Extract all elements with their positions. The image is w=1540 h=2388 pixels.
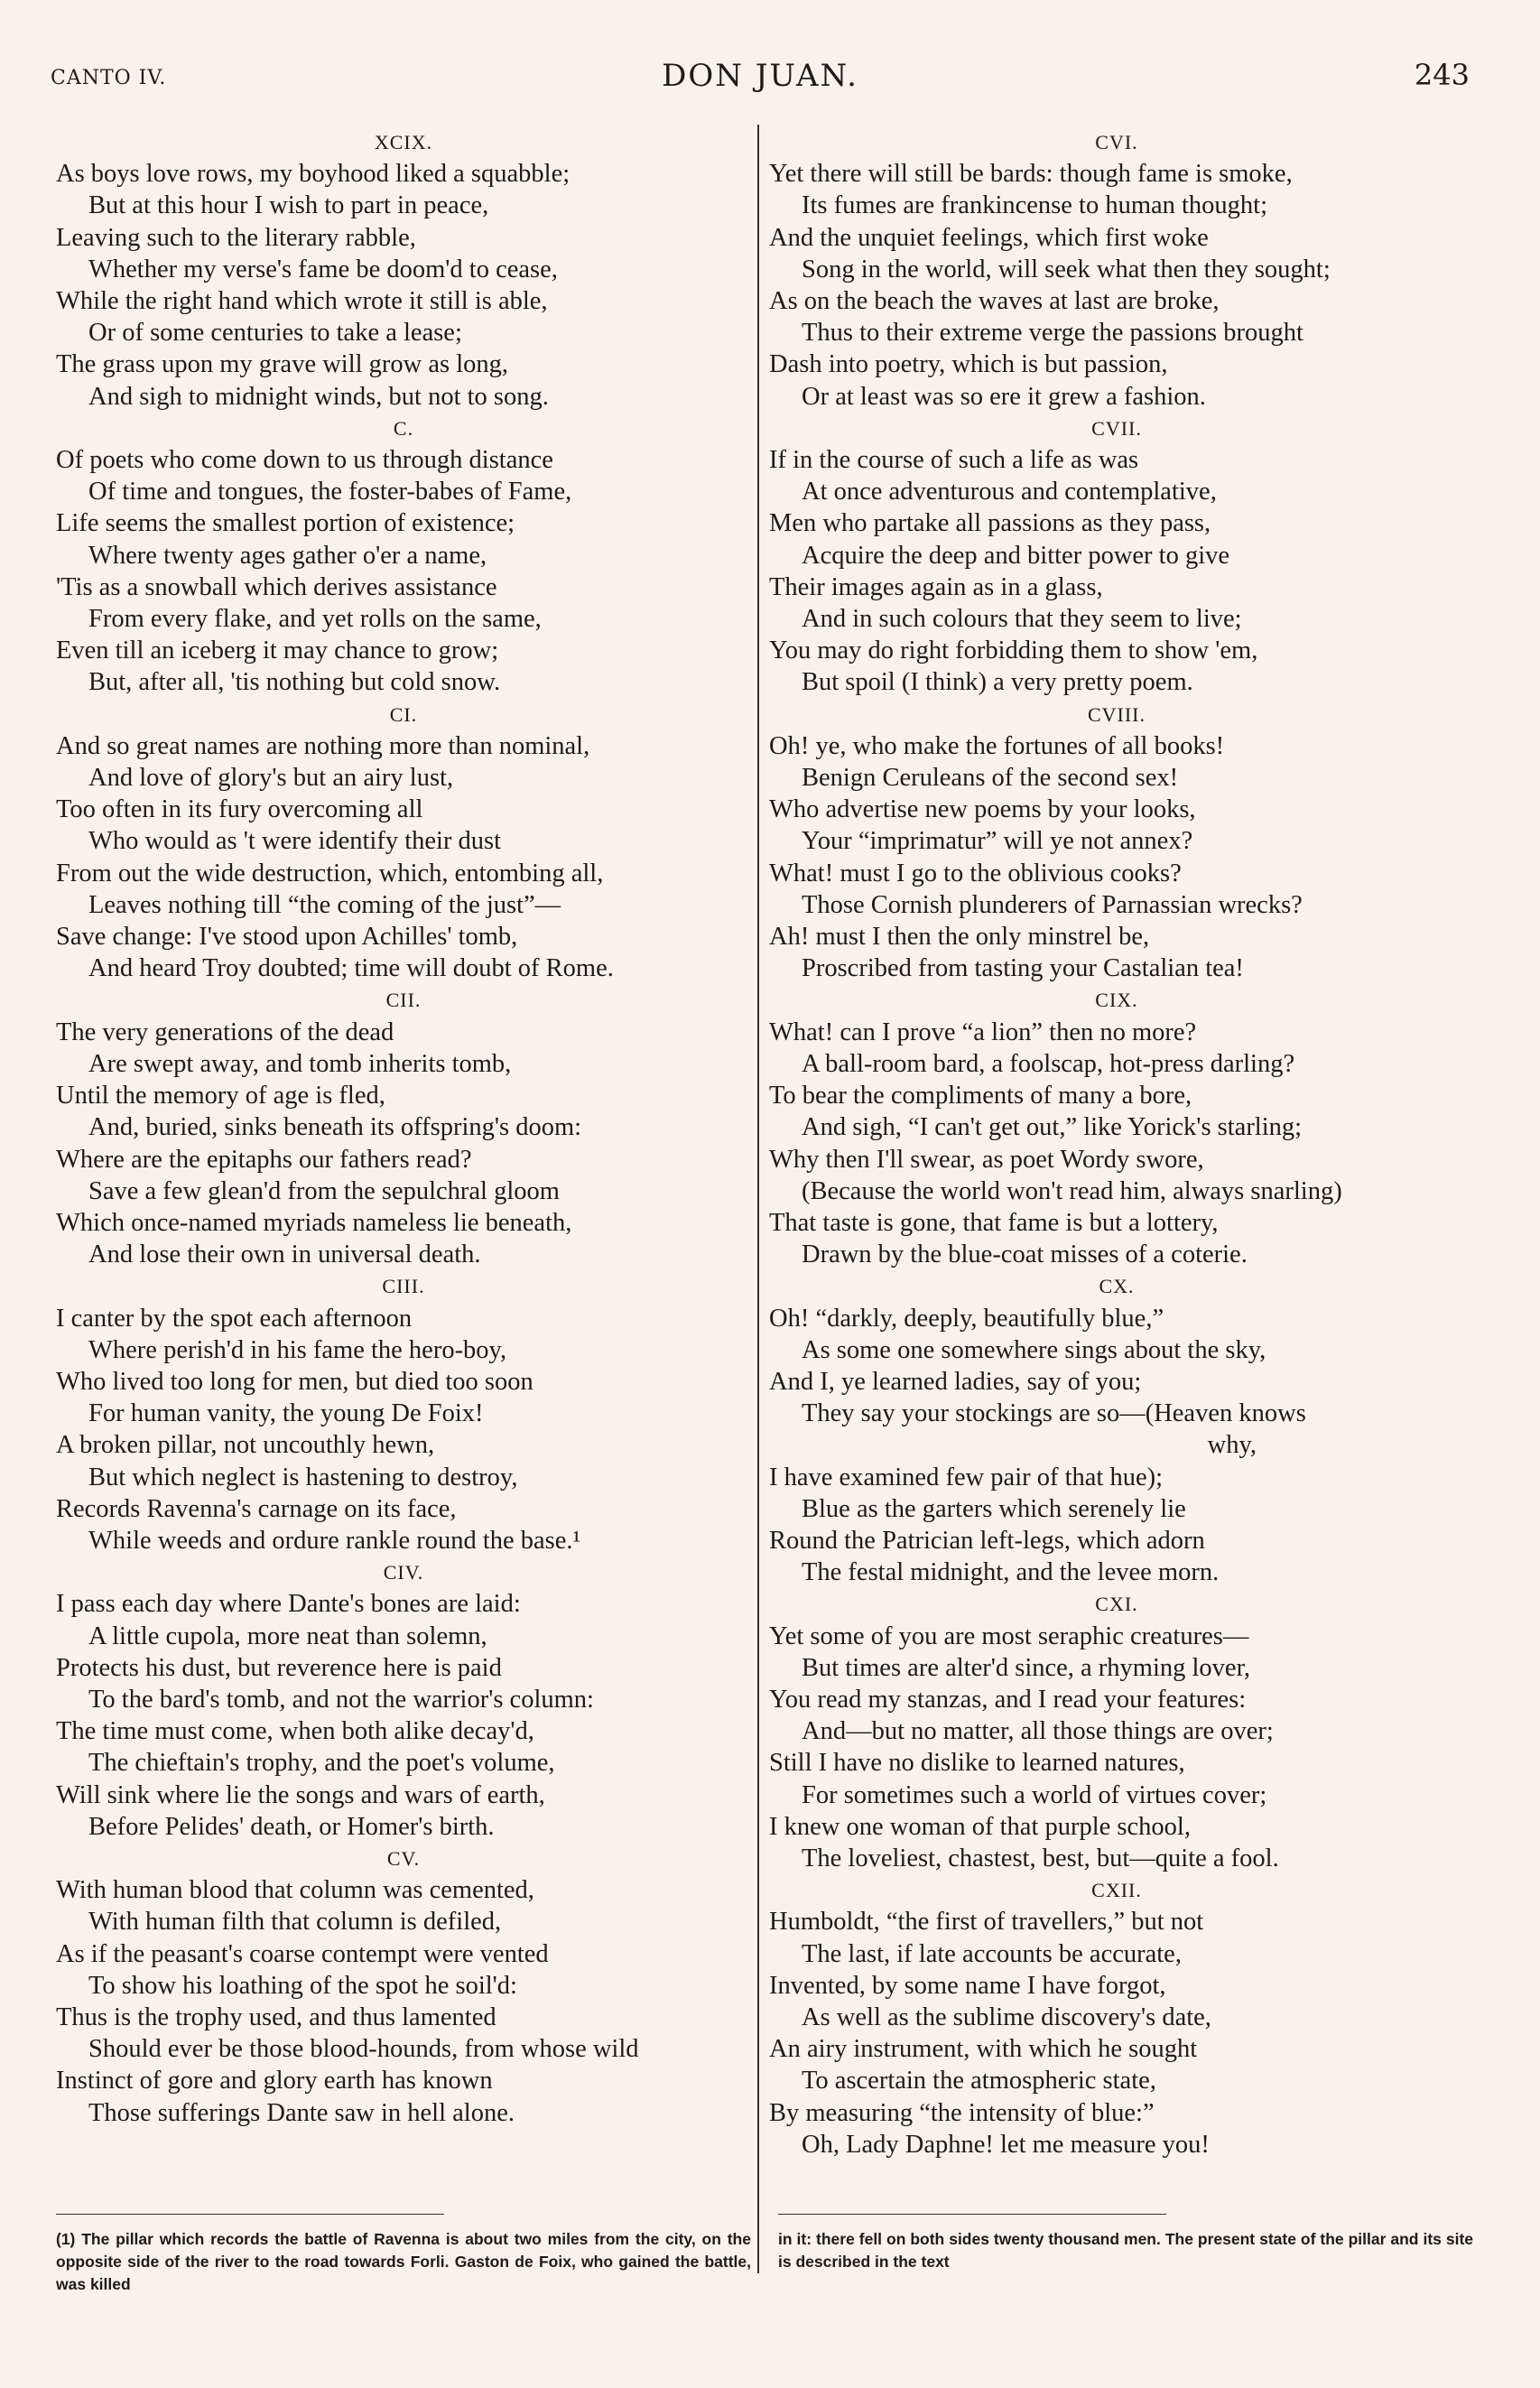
stanza-number: C.	[393, 416, 414, 440]
stanza-number: CVIII.	[1087, 702, 1146, 726]
verse-line: Why then I'll swear, as poet Wordy swore,	[769, 1145, 1204, 1174]
verse-line: While the right hand which wrote it still is able,	[56, 287, 548, 316]
verse-line: Thus is the trophy used, and thus lamented	[56, 2002, 496, 2031]
verse-line: Its fumes are frankincense to human thought;	[802, 191, 1268, 220]
verse-line: But, after all, 'tis nothing but cold snow.	[88, 668, 501, 697]
verse-line: And love of glory's but an airy lust,	[88, 764, 454, 793]
verse-line: But spoil (I think) a very pretty poem.	[802, 668, 1193, 697]
verse-line: To ascertain the atmospheric state,	[802, 2067, 1156, 2095]
verse-line: And sigh, “I can't get out,” like Yorick's starling;	[802, 1113, 1303, 1142]
stanza	[769, 1874, 1464, 2160]
verse-line: The grass upon my grave will grow as long,	[56, 350, 509, 379]
stanza	[769, 1588, 1464, 1874]
stanza-number: CV.	[386, 1846, 421, 1870]
verse-line: Those sufferings Dante saw in hell alone.	[88, 2098, 515, 2127]
verse-line: And the unquiet feelings, which first woke	[769, 223, 1209, 252]
verse-line: And sigh to midnight winds, but not to song.	[88, 382, 549, 411]
stanza	[56, 1270, 751, 1556]
verse-line: Are swept away, and tomb inherits tomb,	[88, 1049, 512, 1078]
verse-line: They say your stockings are so—(Heaven knows	[802, 1399, 1306, 1428]
stanza-number: CVII.	[1091, 416, 1142, 440]
stanza-number: XCIX.	[374, 131, 433, 153]
verse-line: Before Pelides' death, or Homer's birth.	[88, 1812, 495, 1841]
verse-line: The chieftain's trophy, and the poet's volume,	[88, 1749, 555, 1778]
verse-line: And in such colours that they seem to live;	[802, 605, 1242, 634]
verse-line: Thus to their extreme verge the passions brought	[802, 319, 1303, 348]
verse-line: why,	[1207, 1431, 1257, 1460]
verse-line: 'Tis as a snowball which derives assistance	[56, 572, 497, 601]
canto-label: CANTO IV.	[51, 67, 167, 89]
stanza	[769, 984, 1464, 1270]
verse-line: Acquire the deep and bitter power to give	[802, 541, 1230, 570]
verse-line: Where perish'd in his fame the hero-boy,	[88, 1335, 507, 1364]
verse-line: Invented, by some name I have forgot,	[769, 1971, 1166, 2000]
verse-line: An airy instrument, with which he sought	[769, 2035, 1198, 2064]
verse-line: With human filth that column is defiled,	[88, 1908, 502, 1937]
column-divider	[757, 125, 759, 2273]
verse-line: To the bard's tomb, and not the warrior's column:	[88, 1685, 594, 1714]
verse-line: Oh, Lady Daphne! let me measure you!	[802, 2130, 1210, 2159]
verse-line: Those Cornish plunderers of Parnassian wrecks?	[802, 890, 1303, 919]
verse-line: The time must come, when both alike decay'd,	[56, 1717, 534, 1746]
verse-line: Leaves nothing till “the coming of the just”—	[88, 890, 561, 919]
verse-line: I have examined few pair of that hue);	[769, 1463, 1164, 1491]
verse-line: The very generations of the dead	[56, 1017, 394, 1046]
verse-line: Should ever be those blood-hounds, from whose wild	[88, 2035, 639, 2064]
verse-line: Which once-named myriads nameless lie beneath,	[56, 1208, 572, 1237]
verse-line: Who advertise new poems by your looks,	[769, 795, 1196, 824]
verse-line: Men who partake all passions as they pass,	[769, 509, 1211, 538]
verse-line: Still I have no dislike to learned natures,	[769, 1749, 1185, 1778]
stanza-number: CIII.	[382, 1275, 425, 1298]
verse-line: Of poets who come down to us through distance	[56, 446, 553, 475]
page-title: DON JUAN.	[662, 58, 858, 94]
stanza	[769, 126, 1464, 413]
verse-line: Round the Patrician left-legs, which adorn	[769, 1526, 1205, 1555]
verse-line: To bear the compliments of many a bore,	[769, 1082, 1192, 1110]
stanza-number: CIX.	[1095, 989, 1138, 1012]
verse-line: Who lived too long for men, but died too soon	[56, 1367, 533, 1396]
verse-line: And I, ye learned ladies, say of you;	[769, 1367, 1142, 1396]
verse-line: A little cupola, more neat than solemn,	[88, 1621, 487, 1650]
verse-line: As on the beach the waves at last are broke,	[769, 287, 1220, 316]
verse-line: Where twenty ages gather o'er a name,	[88, 541, 487, 570]
verse-line: Song in the world, will seek what then they sought;	[802, 255, 1331, 283]
verse-line: From every flake, and yet rolls on the same,	[88, 605, 542, 634]
page-number: 243	[1414, 58, 1470, 92]
verse-line: You may do right forbidding them to show 'em,	[769, 636, 1258, 665]
verse-line: A broken pillar, not uncouthly hewn,	[56, 1431, 435, 1460]
verse-line: While weeds and ordure rankle round the base.¹	[88, 1526, 581, 1555]
stanza	[56, 984, 751, 1270]
verse-line: Your “imprimatur” will ye not annex?	[802, 827, 1193, 856]
verse-line: (Because the world won't read him, always snarling)	[802, 1176, 1342, 1205]
verse-line: The last, if late accounts be accurate,	[802, 1939, 1182, 1968]
verse-line: Oh! “darkly, deeply, beautifully blue,”	[769, 1304, 1164, 1333]
verse-line: Life seems the smallest portion of existence;	[56, 509, 515, 538]
verse-line: At once adventurous and contemplative,	[802, 478, 1217, 506]
verse-line: What! must I go to the oblivious cooks?	[769, 859, 1182, 887]
verse-line: Of time and tongues, the foster-babes of Fame,	[88, 478, 572, 506]
footnote-rule-left	[56, 2214, 444, 2215]
verse-line: Benign Ceruleans of the second sex!	[802, 764, 1179, 793]
verse-line: Dash into poetry, which is but passion,	[769, 350, 1168, 379]
verse-line: What! can I prove “a lion” then no more?	[769, 1017, 1197, 1046]
stanza	[56, 699, 751, 985]
verse-line: If in the course of such a life as was	[769, 446, 1139, 475]
left-column	[56, 126, 751, 2129]
footnote-right: in it: there fell on both sides twenty thousand men. The present state of the pillar and its site is described in the text	[778, 2230, 1473, 2271]
verse-line: I pass each day where Dante's bones are laid:	[56, 1590, 521, 1619]
stanza-number: CVI.	[1095, 131, 1138, 153]
verse-line: A ball-room bard, a foolscap, hot-press darling?	[802, 1049, 1295, 1078]
verse-line: Ah! must I then the only minstrel be,	[769, 923, 1150, 952]
verse-line: Until the memory of age is fled,	[56, 1082, 385, 1110]
verse-line: Yet some of you are most seraphic creatures—	[769, 1621, 1249, 1650]
stanza	[769, 413, 1464, 699]
verse-line: Too often in its fury overcoming all	[56, 795, 423, 824]
verse-line: Protects his dust, but reverence here is paid	[56, 1653, 502, 1682]
verse-line: And so great names are nothing more than nominal,	[56, 731, 590, 760]
verse-line: You read my stanzas, and I read your features:	[769, 1685, 1247, 1714]
verse-line: Instinct of gore and glory earth has known	[56, 2067, 493, 2095]
verse-line: The loveliest, chastest, best, but—quite a fool.	[802, 1844, 1279, 1872]
stanza	[56, 1843, 751, 2129]
verse-line: Save change: I've stood upon Achilles' tomb,	[56, 923, 518, 952]
verse-line: Drawn by the blue-coat misses of a coterie.	[802, 1240, 1248, 1269]
stanza-number: CXI.	[1095, 1593, 1138, 1616]
verse-line: But times are alter'd since, a rhyming lover,	[802, 1653, 1251, 1682]
stanza-number: CX.	[1099, 1275, 1135, 1298]
verse-line: Leaving such to the literary rabble,	[56, 223, 416, 252]
stanza-number: CII.	[385, 989, 422, 1012]
verse-line: Yet there will still be bards: though fame is smoke,	[769, 160, 1293, 189]
verse-line: The festal midnight, and the levee morn.	[802, 1558, 1220, 1587]
verse-line: I canter by the spot each afternoon	[56, 1304, 413, 1333]
verse-line: As if the peasant's coarse contempt were vented	[56, 1939, 549, 1968]
verse-line: Or at least was so ere it grew a fashion.	[802, 382, 1206, 411]
verse-line: Proscribed from tasting your Castalian tea!	[802, 954, 1244, 983]
verse-line: By measuring “the intensity of blue:”	[769, 2098, 1155, 2127]
verse-line: Who would as 't were identify their dust	[88, 827, 502, 856]
stanza-number: CXII.	[1091, 1879, 1142, 1902]
stanza-number: CIV.	[383, 1561, 424, 1584]
verse-line: Oh! ye, who make the fortunes of all books!	[769, 731, 1225, 760]
verse-line: Save a few glean'd from the sepulchral gloom	[88, 1176, 560, 1205]
verse-line: But which neglect is hastening to destroy,	[88, 1463, 518, 1491]
verse-line: Or of some centuries to take a lease;	[88, 319, 462, 348]
verse-line: As well as the sublime discovery's date,	[802, 2002, 1211, 2031]
verse-line: Records Ravenna's carnage on its face,	[56, 1494, 457, 1523]
verse-line: And heard Troy doubted; time will doubt of Rome.	[88, 954, 614, 983]
stanza	[56, 1556, 751, 1843]
verse-line: For human vanity, the young De Foix!	[88, 1399, 484, 1428]
verse-line: To show his loathing of the spot he soil'd:	[88, 1971, 517, 2000]
stanza	[769, 699, 1464, 985]
verse-line: For sometimes such a world of virtues cover;	[802, 1780, 1267, 1809]
verse-line: And—but no matter, all those things are over;	[802, 1717, 1274, 1746]
stanza-number: CI.	[389, 702, 418, 726]
footnote-left: (1) The pillar which records the battle of Ravenna is about two miles from the city, on the opposite side of the river to the road towards Forli. Gaston de Foix, who gained the battle, was killed	[56, 2230, 751, 2293]
verse-line: That taste is gone, that fame is but a lottery,	[769, 1208, 1219, 1237]
verse-line: And lose their own in universal death.	[88, 1240, 481, 1269]
verse-line: Where are the epitaphs our fathers read?	[56, 1145, 472, 1174]
verse-line: But at this hour I wish to part in peace,	[88, 191, 489, 220]
right-column	[769, 126, 1464, 2160]
footnote-rule-right	[778, 2214, 1166, 2215]
verse-line: Whether my verse's fame be doom'd to cease,	[88, 255, 558, 283]
verse-line: From out the wide destruction, which, entombing all,	[56, 859, 604, 887]
verse-line: As some one somewhere sings about the sky,	[802, 1335, 1266, 1364]
verse-line: Their images again as in a glass,	[769, 572, 1103, 601]
verse-line: As boys love rows, my boyhood liked a squabble;	[56, 160, 571, 189]
verse-line: Humboldt, “the first of travellers,” but not	[769, 1908, 1204, 1937]
stanza	[56, 126, 751, 413]
verse-line: Even till an iceberg it may chance to grow;	[56, 636, 499, 665]
stanza	[769, 1270, 1464, 1588]
stanza	[56, 413, 751, 699]
verse-line: Blue as the garters which serenely lie	[802, 1494, 1186, 1523]
verse-line: I knew one woman of that purple school,	[769, 1812, 1191, 1841]
verse-line: Will sink where lie the songs and wars of earth,	[56, 1780, 545, 1809]
verse-line: With human blood that column was cemented,	[56, 1876, 534, 1905]
verse-line: And, buried, sinks beneath its offspring's doom:	[88, 1113, 582, 1142]
running-header	[51, 54, 1470, 105]
